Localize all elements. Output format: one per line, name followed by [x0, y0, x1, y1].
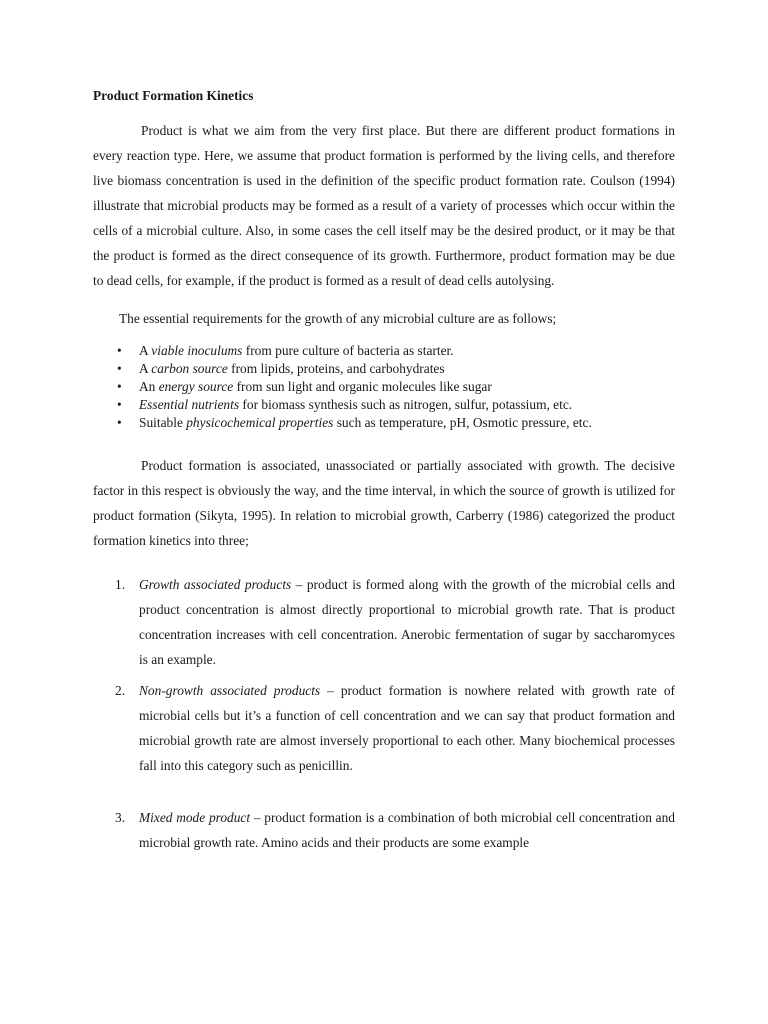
requirements-intro: The essential requirements for the growth of any microbial culture are as follows;	[119, 311, 557, 326]
list-number: 1.	[115, 577, 126, 592]
list-item: 2. Non-growth associated products – product formation is nowhere related with growth rate of microbial cells but it’s a function of cell concentration and we can say that product formation and microbial growth rate are almost inversely proportional to each other. Many biochemical processes fall into this category such as penicillin.	[93, 678, 675, 778]
kinetics-list	[93, 572, 675, 855]
paragraph-product-formation: Product formation is associated, unassociated or partially associated with growth. The decisive factor in this respect is obviously the way, and the time interval, in which the source of growth is utilized for product formation (Sikyta, 1995). In relation to microbial growth, Carberry (1986) categorized the product formation kinetics into three;	[93, 458, 675, 548]
list-item: 3. Mixed mode product – product formation is a combination of both microbial cell concentration and microbial growth rate. Amino acids and their products are some example	[93, 805, 675, 855]
list-item: • A carbon source from lipids, proteins, and carbohydrates	[117, 361, 445, 376]
bullet-icon: •	[117, 361, 122, 376]
requirements-list	[93, 342, 675, 432]
list-item: • Essential nutrients for biomass synthesis such as nitrogen, sulfur, potassium, etc.	[117, 397, 573, 412]
paragraph-intro: Product is what we aim from the very first place. But there are different product formations in every reaction type. Here, we assume that product formation is performed by the living cells, and therefore live biomass concentration is used in the definition of the specific product formation rate. Coulson (1994) illustrate that microbial products may be formed as a result of a variety of processes which occur within the cells of a microbial culture. Also, in some cases the cell itself may be the desired product, or it may be that the product is formed as the direct consequence of its growth. Furthermore, product formation may be due to dead cells, for example, if the product is formed as a result of dead cells autolysing.	[93, 123, 675, 288]
list-item: 1. Growth associated products – product is formed along with the growth of the microbial cells and product concentration is almost directly proportional to microbial growth rate. That is product concentration increases with cell concentration. Anerobic fermentation of sugar by saccharomyces is an example.	[93, 572, 675, 672]
list-number: 3.	[115, 810, 126, 825]
list-item: • An energy source from sun light and organic molecules like sugar	[117, 379, 492, 394]
document-title: Product Formation Kinetics	[93, 88, 254, 103]
bullet-icon: •	[117, 415, 122, 430]
list-item: • A viable inoculums from pure culture of bacteria as starter.	[117, 343, 454, 358]
bullet-icon: •	[117, 397, 122, 412]
list-number: 2.	[115, 683, 126, 698]
bullet-icon: •	[117, 343, 122, 358]
document-page	[93, 86, 675, 855]
bullet-icon: •	[117, 379, 122, 394]
list-item: • Suitable physicochemical properties such as temperature, pH, Osmotic pressure, etc.	[117, 415, 592, 430]
